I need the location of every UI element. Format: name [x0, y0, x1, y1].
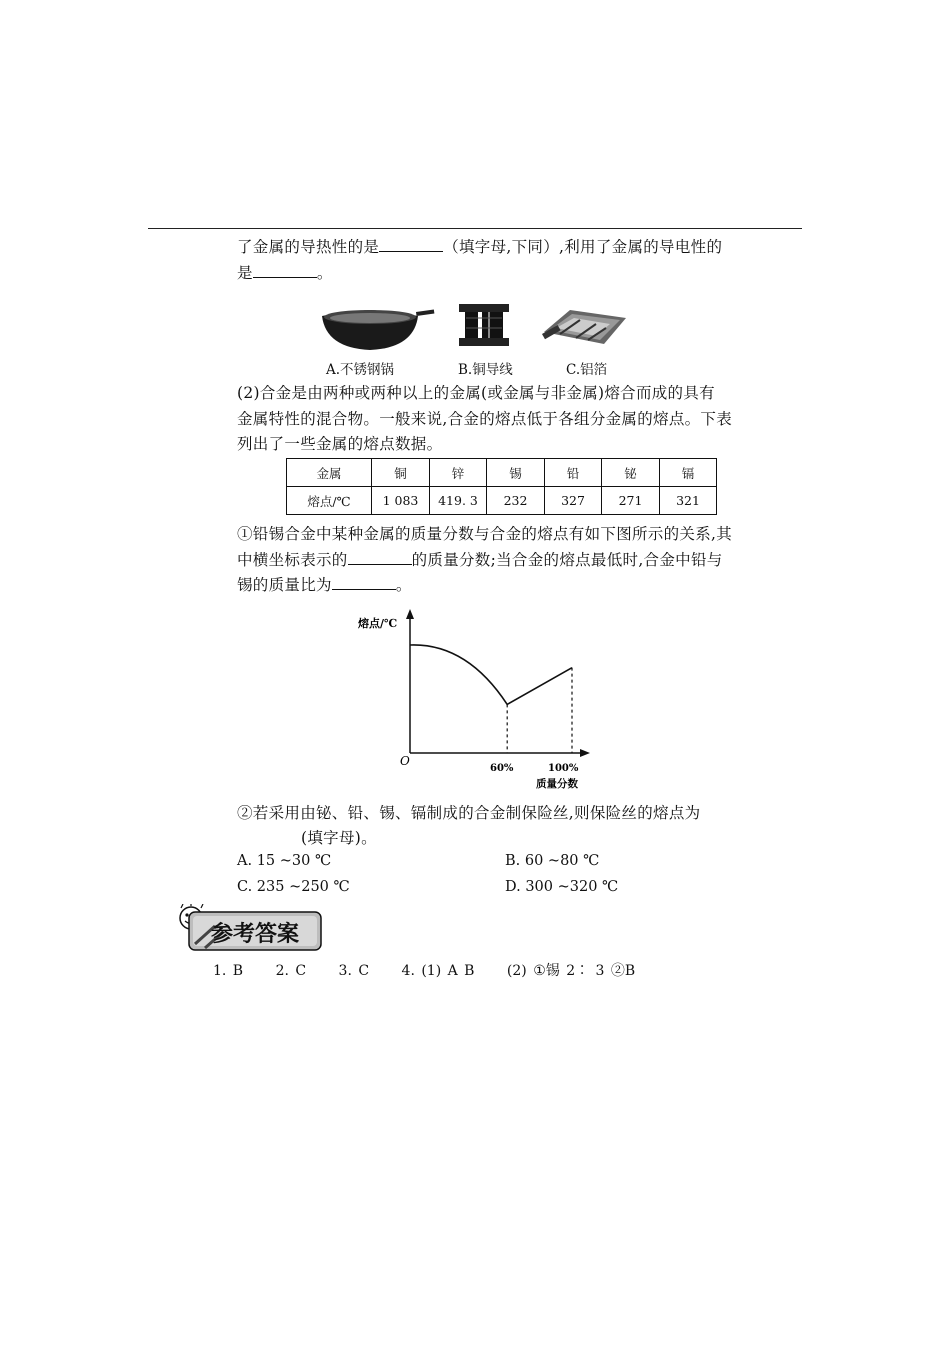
sub1-text: 的质量分数;当合金的熔点最低时,合金中铅与	[411, 551, 723, 569]
answer-key-title: 参考答案	[211, 922, 300, 947]
table-metal: 铋	[602, 459, 660, 487]
table-value: 419. 3	[430, 487, 487, 515]
option-b[interactable]: B. 60 ~80 ℃	[505, 853, 600, 869]
q1-text: 。	[316, 264, 333, 282]
sub1-line-3	[237, 575, 412, 595]
aluminum-foil-icon	[540, 298, 630, 348]
q1-text: （填字母,下同）,利用了金属的导电性的	[443, 238, 723, 256]
answer-item: 4. (1) A B	[401, 963, 475, 979]
q2-intro-line-3: 列出了一些金属的熔点数据。	[237, 435, 443, 453]
table-metal: 铅	[545, 459, 602, 487]
x-tick-label: 100%	[548, 763, 579, 774]
table-value: 327	[545, 487, 602, 515]
q2-intro-line-2: 金属特性的混合物。一般来说,合金的熔点低于各组分金属的熔点。下表	[237, 410, 733, 428]
answer-blank[interactable]	[332, 575, 396, 590]
table-metal: 锡	[487, 459, 545, 487]
x-tick-label: 60%	[490, 763, 514, 774]
q1-line-2	[237, 263, 333, 283]
table-metal: 铜	[372, 459, 430, 487]
sub1-text: 中横坐标表示的	[237, 551, 348, 569]
answer-list	[213, 960, 635, 980]
origin-label: O	[400, 754, 410, 768]
option-d[interactable]: D. 300 ~320 ℃	[505, 879, 619, 895]
table-row-label: 熔点/℃	[287, 487, 372, 515]
q1-text: 了金属的导热性的是	[237, 238, 380, 256]
answer-blank[interactable]	[253, 263, 317, 278]
answer-key-badge	[175, 904, 323, 954]
answer-item: 3. C	[338, 963, 370, 979]
table-value: 321	[660, 487, 717, 515]
image-caption-c: C.铝箔	[566, 362, 608, 378]
image-caption-a: A.不锈钢锅	[326, 362, 395, 378]
sub2-text: (填字母)。	[301, 829, 377, 847]
table-header-label: 金属	[287, 459, 372, 487]
melting-curve	[410, 645, 572, 704]
table-metal: 锌	[430, 459, 487, 487]
y-axis-arrow	[406, 609, 414, 619]
answer-item: 2. C	[275, 963, 307, 979]
sub2-line-1: ②若采用由铋、铅、锡、镉制成的合金制保险丝,则保险丝的熔点为	[237, 804, 701, 822]
table-metal: 镉	[660, 459, 717, 487]
option-a[interactable]: A. 15 ~30 ℃	[237, 853, 332, 869]
answer-blank[interactable]	[348, 550, 412, 565]
x-axis-label: 质量分数	[536, 778, 578, 790]
sub1-text: 。	[395, 576, 412, 594]
melting-point-chart	[350, 605, 600, 795]
q1-line-1	[237, 237, 722, 257]
table-row	[287, 487, 717, 515]
table-value: 232	[487, 487, 545, 515]
table-value: 1 083	[372, 487, 430, 515]
image-caption-b: B.铜导线	[458, 362, 513, 378]
melting-point-table	[286, 458, 717, 515]
q2-intro-line-1: (2)合金是由两种或两种以上的金属(或金属与非金属)熔合而成的具有	[237, 384, 715, 402]
answer-item: 1. B	[213, 963, 244, 979]
q1-text: 是	[237, 264, 253, 282]
wok-icon	[318, 298, 436, 354]
x-axis-arrow	[580, 749, 590, 757]
option-c[interactable]: C. 235 ~250 ℃	[237, 879, 350, 895]
header-rule	[148, 228, 802, 229]
sub1-line-2	[237, 550, 723, 570]
sub2-line-2	[237, 828, 377, 848]
table-row	[287, 459, 717, 487]
copper-wire-spool-icon	[456, 300, 512, 350]
y-axis-label: 熔点/℃	[358, 617, 398, 630]
answer-item: (2) ①锡 2∶ 3 ②B	[506, 963, 636, 979]
sub1-text: 锡的质量比为	[237, 576, 332, 594]
sub1-line-1: ①铅锡合金中某种金属的质量分数与合金的熔点有如下图所示的关系,其	[237, 525, 733, 543]
table-value: 271	[602, 487, 660, 515]
answer-blank[interactable]	[379, 237, 443, 252]
